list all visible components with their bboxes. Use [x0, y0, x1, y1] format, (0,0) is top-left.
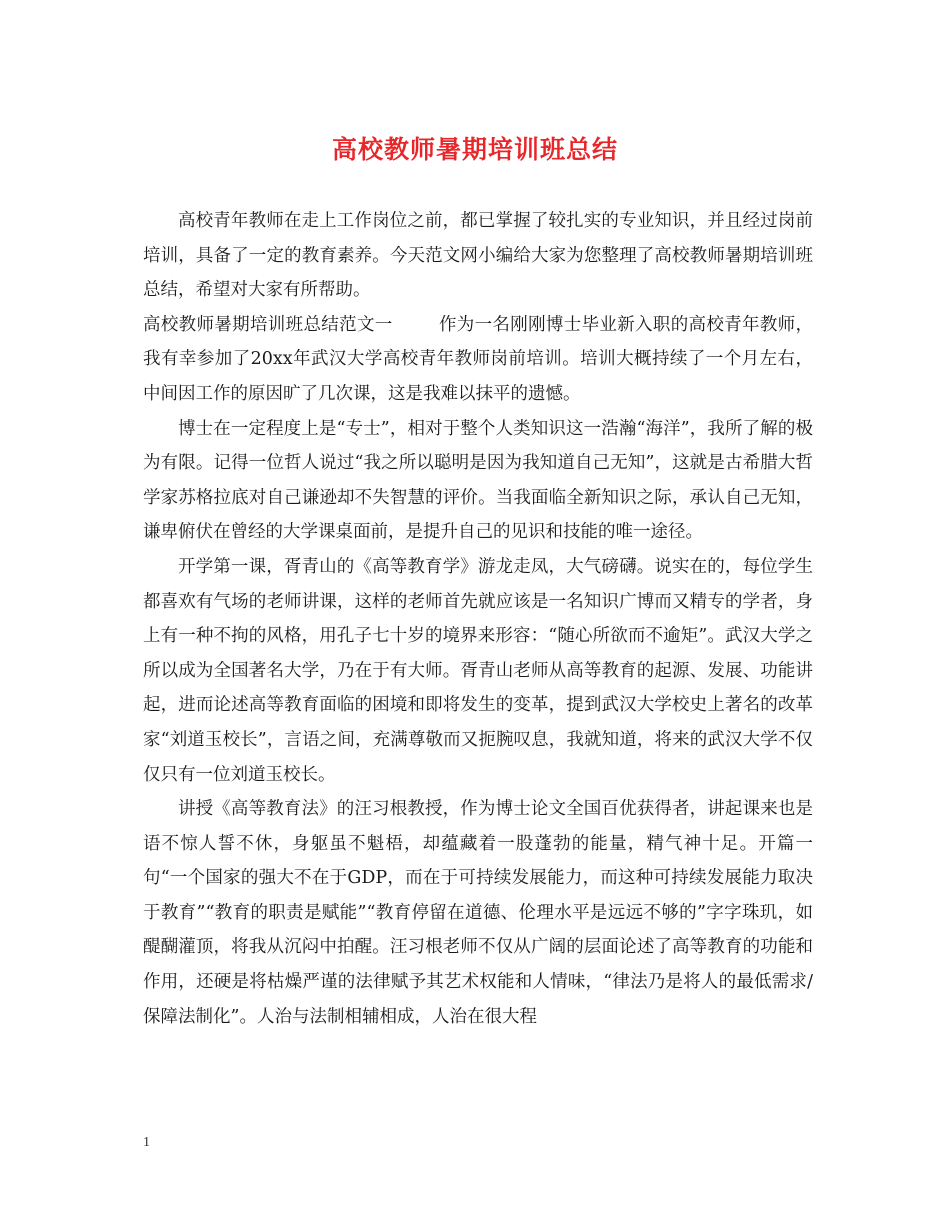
sample-paragraph: [143, 308, 813, 412]
page-number: 1: [143, 1135, 150, 1150]
sample-first-text: 作为一名刚刚博士毕业新入职的高校青年教师，我有幸参加了20xx年武汉大学高校青年教师岗前培训。培训大概持续了一个月左右，中间因工作的原因旷了几次课，这是我难以抹平的遗憾。: [143, 314, 814, 404]
body-paragraph: 开学第一课，胥青山的《高等教育学》游龙走凤，大气磅礴。说实在的，每位学生都喜欢有气场的老师讲课，这样的老师首先就应该是一名知识广博而又精专的学者，身上有一种不拘的风格，用孔子七十岁的境界来形容：“随心所欲而不逾矩”。武汉大学之所以成为全国著名大学，乃在于有大师。胥青山老师从高等教育的起源、发展、功能讲起，进而论述高等教育面临的困境和即将发生的变革，提到武汉大学校史上著名的改革家“刘道玉校长”，言语之间，充满尊敬而又扼腕叹息，我就知道，将来的武汉大学不仅仅只有一位刘道玉校长。: [143, 556, 813, 785]
sample-heading: 高校教师暑期培训班总结范文一: [143, 314, 393, 335]
body-paragraph: 博士在一定程度上是“专士”，相对于整个人类知识这一浩瀚“海洋”，我所了解的极为有限。记得一位哲人说过“我之所以聪明是因为我知道自己无知”，这就是古希腊大哲学家苏格拉底对自己谦逊却不失智慧的评价。当我面临全新知识之际，承认自己无知，谦卑俯伏在曾经的大学课桌面前，是提升自己的见识和技能的唯一途径。: [143, 418, 813, 543]
document-body: [143, 204, 813, 1034]
body-paragraph: 讲授《高等教育法》的汪习根教授，作为博士论文全国百优获得者，讲起课来也是语不惊人誓不休，身躯虽不魁梧，却蕴藏着一股蓬勃的能量，精气神十足。开篇一句“一个国家的强大不在于GDP，而在于可持续发展能力，而这种可持续发展能力取决于教育”“教育的职责是赋能”“教育停留在道德、伦理水平是远远不够的”字字珠玑，如醍醐灌顶，将我从沉闷中拍醒。汪习根老师不仅从广阔的层面论述了高等教育的功能和作用，还硬是将枯燥严谨的法律赋予其艺术权能和人情味，“律法乃是将人的最低需求/保障法制化”。人治与法制相辅相成，人治在很大程: [143, 799, 813, 1027]
document-title: 高校教师暑期培训班总结: [331, 135, 618, 164]
intro-paragraph: 高校青年教师在走上工作岗位之前，都已掌握了较扎实的专业知识，并且经过岗前培训，具备了一定的教育素养。今天范文网小编给大家为您整理了高校教师暑期培训班总结，希望对大家有所帮助。: [143, 211, 813, 301]
